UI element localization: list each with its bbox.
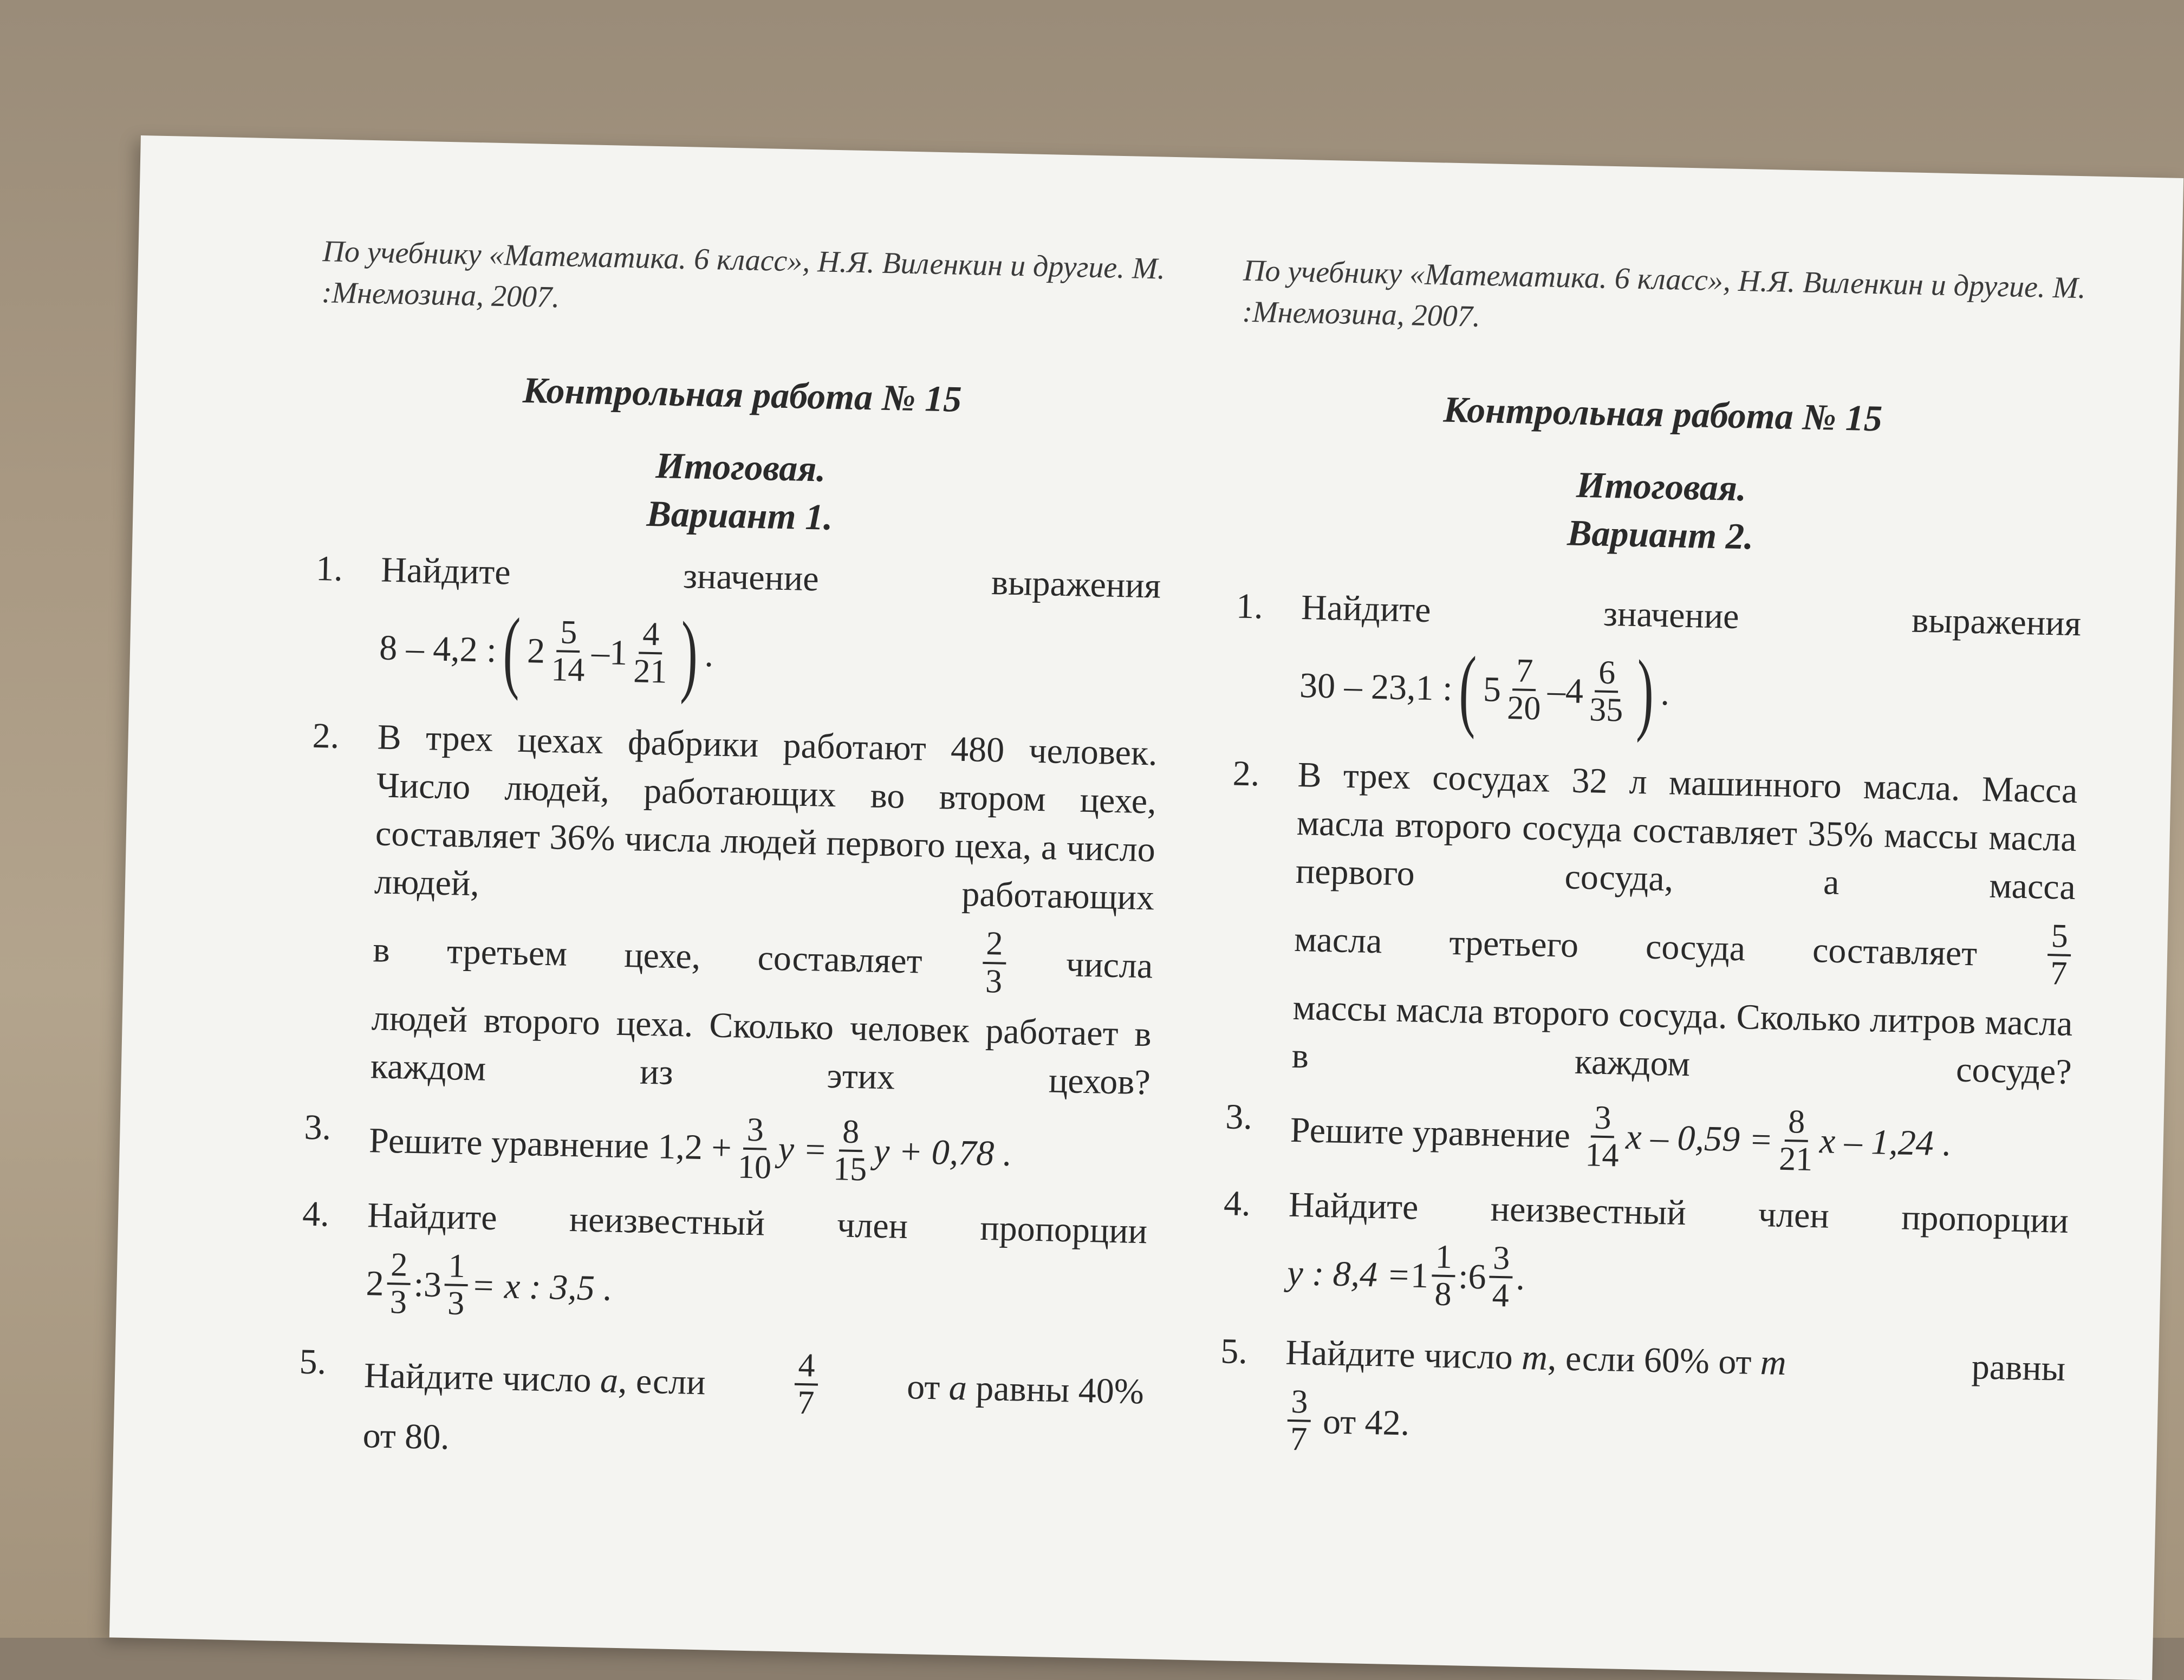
denominator: 7 — [797, 1384, 815, 1422]
denominator: 7 — [1290, 1421, 1308, 1458]
expression — [1298, 637, 1670, 744]
numerator: 4 — [795, 1348, 818, 1386]
task-phrase: от a равны 40% — [906, 1366, 1145, 1412]
proportion-part: y : 8,4 = — [1286, 1253, 1412, 1295]
fraction — [1582, 1100, 1623, 1174]
equation-part: x – 1,24 . — [1819, 1121, 1952, 1164]
numerator: 1 — [445, 1248, 469, 1286]
fraction — [830, 1114, 872, 1188]
task-1 — [313, 544, 1161, 715]
mixed-whole: 1 — [609, 632, 628, 673]
task-text — [1301, 583, 2082, 648]
task-4 — [300, 1190, 1148, 1342]
fraction — [1431, 1239, 1456, 1312]
task-3 — [1225, 1092, 2071, 1183]
expression — [379, 599, 715, 705]
numerator: 3 — [743, 1112, 767, 1150]
task-number: 2. — [1232, 753, 1260, 794]
fraction — [386, 1247, 411, 1320]
task-number: 3. — [303, 1107, 332, 1148]
task-word: значение — [682, 556, 820, 599]
proportion — [365, 1247, 613, 1325]
left-parenthesis: ( — [502, 599, 522, 701]
task-word: значение — [1603, 594, 1740, 636]
numerator: 3 — [1288, 1384, 1311, 1422]
task-number: 1. — [1236, 586, 1264, 627]
denominator: 14 — [1584, 1136, 1620, 1174]
task-word: Найдите — [380, 550, 511, 592]
task-number: 2. — [312, 715, 340, 756]
mixed-whole: 2 — [365, 1263, 385, 1304]
task-text: Найдите неизвестный член пропорции — [1288, 1184, 2069, 1241]
task-word: равны — [1971, 1347, 2066, 1389]
numerator: 4 — [639, 616, 663, 654]
equation — [1290, 1094, 1953, 1181]
task-word: масла — [1294, 919, 1383, 961]
task-text-fraction-line — [1294, 903, 2075, 992]
mixed-whole: 3 — [423, 1265, 442, 1305]
numerator: 5 — [557, 615, 581, 653]
equation — [368, 1104, 1013, 1190]
variant-label: Вариант 1. — [646, 492, 834, 538]
task-text: массы масла второго сосуда. Сколько литров масла в каждом сосуде? — [1291, 987, 2074, 1092]
expression-prefix: 8 – 4,2 : — [379, 627, 497, 670]
task-phrase: Найдите число m, если 60% от m — [1285, 1332, 1787, 1383]
fraction — [444, 1248, 469, 1321]
task-number: 4. — [1223, 1183, 1251, 1224]
task-word: выражения — [991, 563, 1161, 606]
task-phrase: Найдите число a, если — [363, 1355, 706, 1403]
task-text: людей второго цеха. Сколько человек работает в каждом из этих цехов? — [370, 998, 1152, 1103]
textbook-source: По учебнику «Математика. 6 класс», Н.Я. Виленкин и другие. М. :Мнемозина, 2007. — [321, 235, 1166, 314]
task-phrase: от 42. — [1322, 1402, 1410, 1443]
numerator: 2 — [387, 1247, 411, 1285]
test-sheet — [109, 135, 2183, 1680]
proportion — [1286, 1236, 1525, 1314]
fraction — [1286, 1384, 1311, 1457]
task-2 — [1226, 750, 2078, 1096]
task-1 — [1233, 582, 2082, 753]
test-subtitle: Итоговая. — [1576, 464, 1747, 509]
task-word: выражения — [1911, 600, 2082, 644]
task-number: 1. — [315, 548, 343, 589]
denominator: 10 — [737, 1148, 772, 1186]
mixed-whole: 4 — [1565, 670, 1584, 711]
equation-part: 1,2 + — [657, 1126, 732, 1168]
task-number: 5. — [298, 1342, 327, 1382]
task-5 — [1218, 1327, 2066, 1473]
task-word: числа — [1065, 945, 1153, 986]
numerator: 3 — [1490, 1241, 1513, 1279]
denominator: 8 — [1434, 1275, 1452, 1313]
fraction — [630, 616, 672, 690]
variant-2-column — [1218, 159, 2090, 1474]
fraction — [1504, 653, 1545, 727]
task-number: 5. — [1220, 1331, 1248, 1372]
test-subtitle: Итоговая. — [655, 445, 827, 490]
expression-prefix: 30 – 23,1 : — [1299, 665, 1453, 708]
operator: – — [591, 632, 610, 672]
denominator: 15 — [833, 1150, 868, 1188]
denominator: 7 — [2050, 955, 2068, 993]
task-word: в — [372, 930, 391, 970]
numerator: 8 — [838, 1114, 862, 1152]
task-4 — [1221, 1179, 2069, 1331]
task-word: третьего — [1448, 922, 1579, 965]
task-5 — [297, 1338, 1145, 1476]
numerator: 8 — [1785, 1104, 1809, 1142]
mixed-whole: 1 — [1410, 1255, 1429, 1295]
right-parenthesis: ) — [1635, 641, 1655, 744]
task-label: Решите уравнение — [1290, 1110, 1571, 1156]
task-word: Найдите — [1301, 588, 1432, 630]
test-title: Контрольная работа № 15 — [1442, 388, 1883, 439]
period: . — [704, 634, 714, 674]
task-2 — [305, 712, 1158, 1106]
period: . — [1515, 1258, 1525, 1298]
test-title: Контрольная работа № 15 — [522, 369, 963, 420]
numerator: 7 — [1513, 653, 1537, 691]
denominator: 21 — [1778, 1140, 1813, 1178]
denominator: 3 — [985, 962, 1003, 1000]
fraction — [794, 1348, 819, 1421]
task-text — [1285, 1329, 2066, 1393]
numerator: 6 — [1595, 655, 1619, 693]
denominator: 20 — [1506, 689, 1542, 727]
operator: : — [1458, 1256, 1469, 1297]
equation-part: y + 0,78 . — [873, 1131, 1013, 1174]
fraction — [734, 1112, 776, 1186]
task-number: 4. — [302, 1194, 330, 1234]
numerator: 3 — [1591, 1100, 1615, 1138]
denominator: 3 — [389, 1284, 407, 1321]
task-text — [1283, 1384, 1410, 1460]
task-text: Найдите неизвестный член пропорции — [367, 1195, 1148, 1252]
task-text: В трех цехах фабрики работают 480 человек. Число людей, работающих во втором цехе, составляет 36% числа людей первого цеха, а число людей, работающих — [374, 717, 1158, 918]
textbook-source: По учебнику «Математика. 6 класс», Н.Я. Виленкин и другие. М. :Мнемозина, 2007. — [1242, 253, 2086, 334]
period: . — [1660, 673, 1670, 713]
task-text: В трех сосудах 32 л машинного масла. Масса масла второго сосуда составляет 35% массы масла первого сосуда, а масса — [1295, 755, 2078, 908]
fraction — [548, 615, 589, 688]
operator: – — [1547, 670, 1566, 711]
fraction — [1776, 1104, 1817, 1177]
numerator: 2 — [983, 926, 1006, 964]
fraction — [1586, 655, 1628, 728]
denominator: 35 — [1589, 691, 1624, 729]
equation-part: y = — [777, 1129, 828, 1170]
numerator: 1 — [1432, 1239, 1455, 1277]
task-word: сосуда — [1645, 927, 1746, 969]
task-number: 3. — [1225, 1097, 1253, 1137]
task-word: составляет — [1812, 930, 1978, 974]
right-parenthesis: ) — [679, 603, 699, 705]
fraction — [981, 926, 1006, 999]
task-text — [380, 545, 1161, 610]
denominator: 14 — [550, 651, 586, 689]
mixed-whole: 5 — [1483, 669, 1502, 709]
denominator: 3 — [447, 1285, 465, 1323]
denominator: 21 — [633, 653, 668, 691]
task-text-fraction-line — [372, 914, 1153, 1002]
variant-1-column — [297, 139, 1170, 1476]
proportion-part: = x : 3,5 . — [471, 1265, 613, 1308]
task-text: от 80. — [362, 1416, 450, 1457]
numerator: 5 — [2047, 919, 2071, 956]
task-word: третьем — [446, 932, 568, 974]
left-parenthesis: ( — [1458, 637, 1478, 740]
variant-label: Вариант 2. — [1566, 511, 1754, 557]
mixed-whole: 6 — [1467, 1256, 1487, 1297]
mixed-whole: 2 — [526, 630, 545, 671]
task-label: Решите уравнение — [368, 1121, 649, 1167]
task-word: составляет — [757, 938, 923, 981]
equation-part: x – 0,59 = — [1625, 1117, 1773, 1160]
task-word: цехе, — [623, 935, 701, 976]
operator: : — [413, 1264, 424, 1305]
task-3 — [303, 1103, 1149, 1194]
denominator: 4 — [1492, 1277, 1510, 1314]
fraction — [1488, 1241, 1513, 1314]
fraction — [2047, 919, 2072, 992]
